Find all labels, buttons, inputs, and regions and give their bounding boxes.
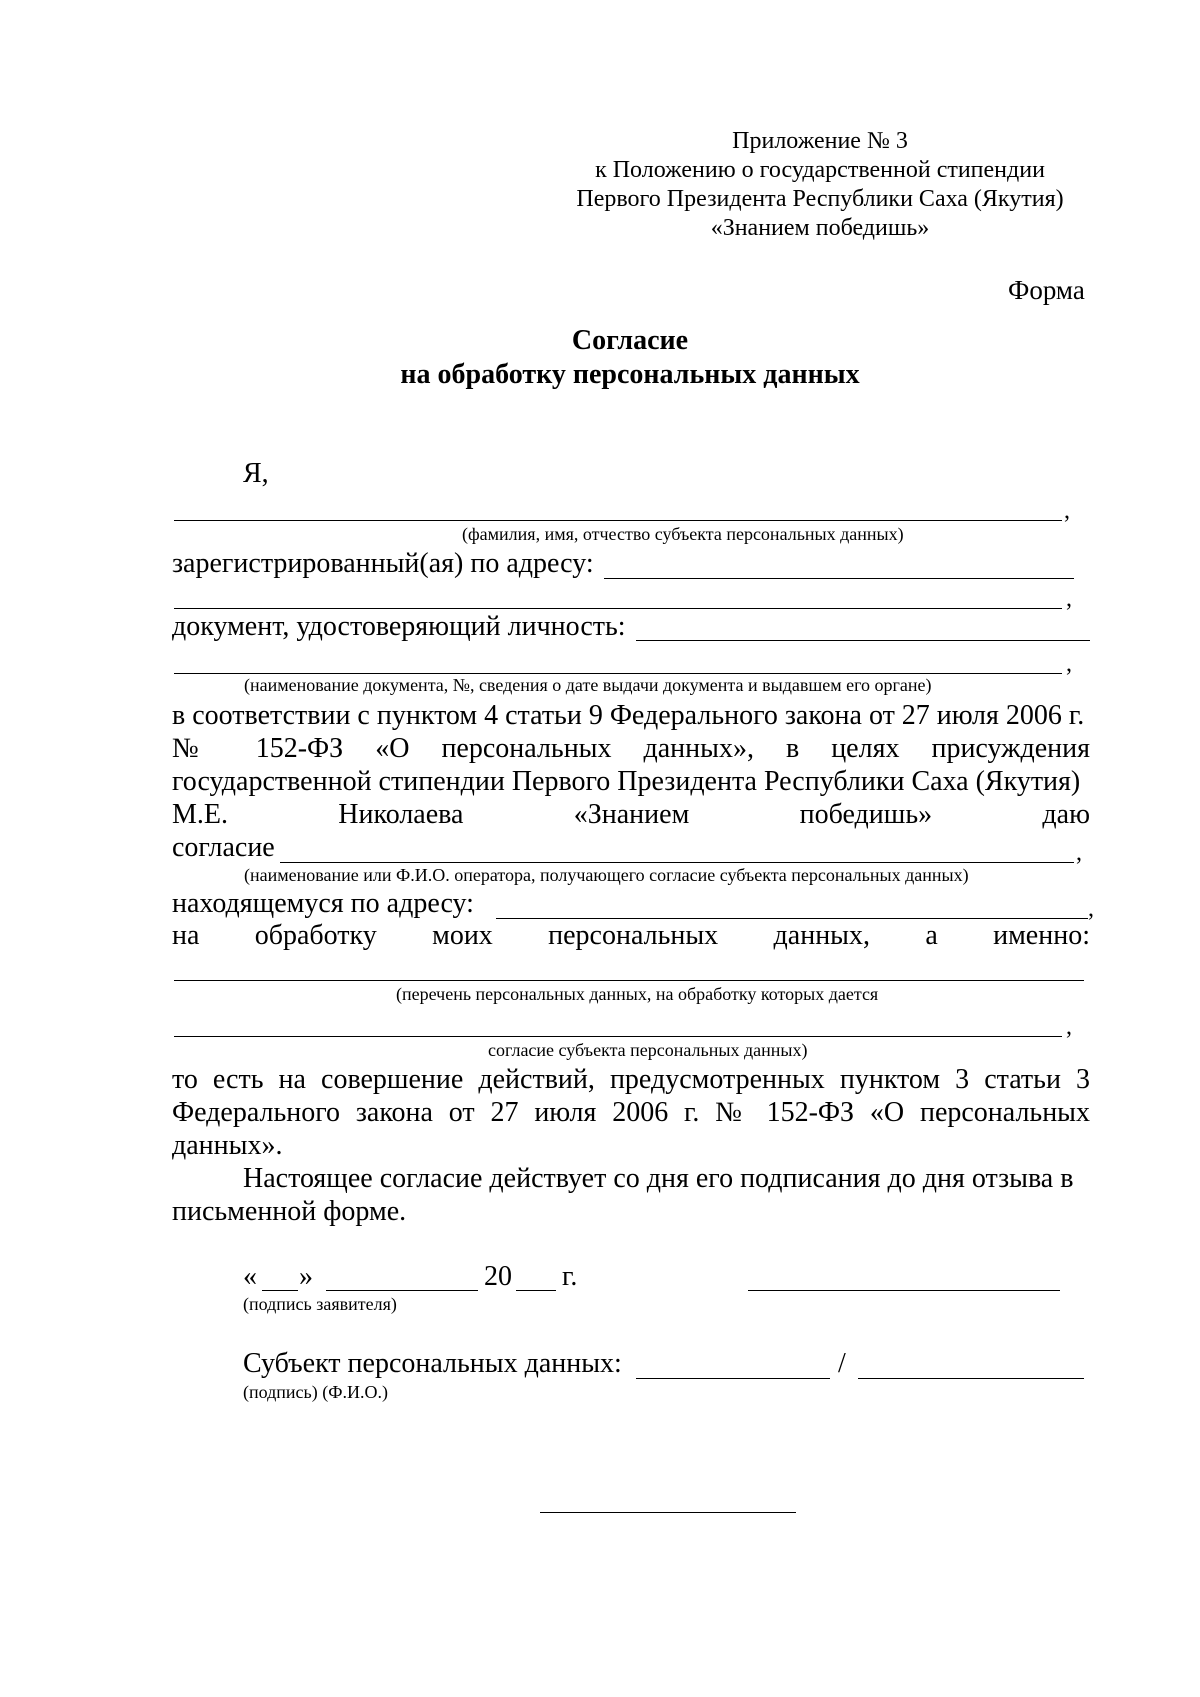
registered-label: зарегистрированный(ая) по адресу: [172, 548, 594, 579]
document-comma: , [1066, 651, 1072, 677]
subject-fio-field[interactable] [858, 1378, 1084, 1379]
caption-subject: (подпись) (Ф.И.О.) [243, 1382, 388, 1402]
data-list-field[interactable] [174, 980, 1084, 981]
caption-applicant: (подпись заявителя) [243, 1294, 397, 1314]
appendix-line-1: Приложение № 3 [732, 128, 908, 154]
caption-list-2: согласие субъекта персональных данных) [488, 1040, 808, 1060]
operator-address-field[interactable] [496, 918, 1088, 919]
date-quote-open: « [243, 1261, 257, 1292]
closing-separator [540, 1512, 796, 1513]
data-list-field-continued[interactable] [174, 1036, 1062, 1037]
document-title: Согласие [571, 325, 689, 356]
located-label: находящемуся по адресу: [172, 888, 474, 919]
address-field-continued[interactable] [174, 608, 1062, 609]
paragraph3-line-2: письменной форме. [172, 1196, 407, 1227]
applicant-signature-field[interactable] [748, 1290, 1060, 1291]
document-field-continued[interactable] [174, 673, 1062, 674]
subject-label: Субъект персональных данных: [243, 1348, 622, 1379]
date-month-field[interactable] [326, 1290, 478, 1291]
operator-field[interactable] [280, 862, 1074, 863]
paragraph-line-4: М.Е. Николаева «Знанием победишь» даю [172, 799, 1090, 830]
fio-comma: , [1064, 498, 1070, 524]
intro-pronoun: Я, [243, 458, 269, 489]
operator-comma: , [1076, 840, 1082, 866]
data-list-comma: , [1066, 1014, 1072, 1040]
subject-signature-field[interactable] [636, 1378, 830, 1379]
paragraph-line-2: № 152-ФЗ «О персональных данных», в целях присуждения [172, 733, 1090, 764]
date-year-suffix: г. [562, 1261, 578, 1292]
document-field[interactable] [636, 640, 1090, 641]
date-quote-close: » [299, 1261, 313, 1292]
date-day-field[interactable] [262, 1290, 298, 1291]
document-label: документ, удостоверяющий личность: [172, 611, 626, 642]
appendix-line-4: «Знанием победишь» [710, 215, 930, 241]
fio-field[interactable] [174, 520, 1062, 521]
date-year-field[interactable] [516, 1290, 556, 1291]
appendix-line-3: Первого Президента Республики Саха (Якутия) [576, 186, 1064, 212]
paragraph-line-3: государственной стипендии Первого Президента Республики Саха (Якутия) [172, 766, 1081, 797]
operator-address-comma: , [1088, 896, 1094, 922]
processing-line: на обработку моих персональных данных, а именно: [172, 920, 1090, 951]
paragraph2-line-1: то есть на совершение действий, предусмотренных пунктом 3 статьи 3 [172, 1064, 1090, 1095]
caption-fio: (фамилия, имя, отчество субъекта персональных данных) [462, 524, 904, 544]
paragraph-line-1: в соответствии с пунктом 4 статьи 9 Федерального закона от 27 июля 2006 г. [172, 700, 1085, 731]
address-comma: , [1066, 586, 1072, 612]
appendix-line-2: к Положению о государственной стипендии [595, 157, 1045, 183]
document-subtitle: на обработку персональных данных [400, 359, 860, 390]
date-year-prefix: 20 [484, 1261, 512, 1292]
consent-word: согласие [172, 832, 275, 863]
paragraph3-line-1: Настоящее согласие действует со дня его подписания до дня отзыва в [243, 1163, 1074, 1194]
caption-document: (наименование документа, №, сведения о дате выдачи документа и выдавшем его органе) [244, 675, 932, 695]
caption-operator: (наименование или Ф.И.О. оператора, получающего согласие субъекта персональных данных) [244, 865, 969, 885]
subject-slash: / [838, 1348, 846, 1379]
paragraph2-line-2: Федерального закона от 27 июля 2006 г. № 152-ФЗ «О персональных [172, 1097, 1090, 1128]
form-label: Форма [1008, 275, 1085, 305]
paragraph2-line-3: данных». [172, 1130, 283, 1161]
address-field[interactable] [604, 578, 1074, 579]
caption-list-1: (перечень персональных данных, на обработку которых дается [396, 984, 879, 1004]
